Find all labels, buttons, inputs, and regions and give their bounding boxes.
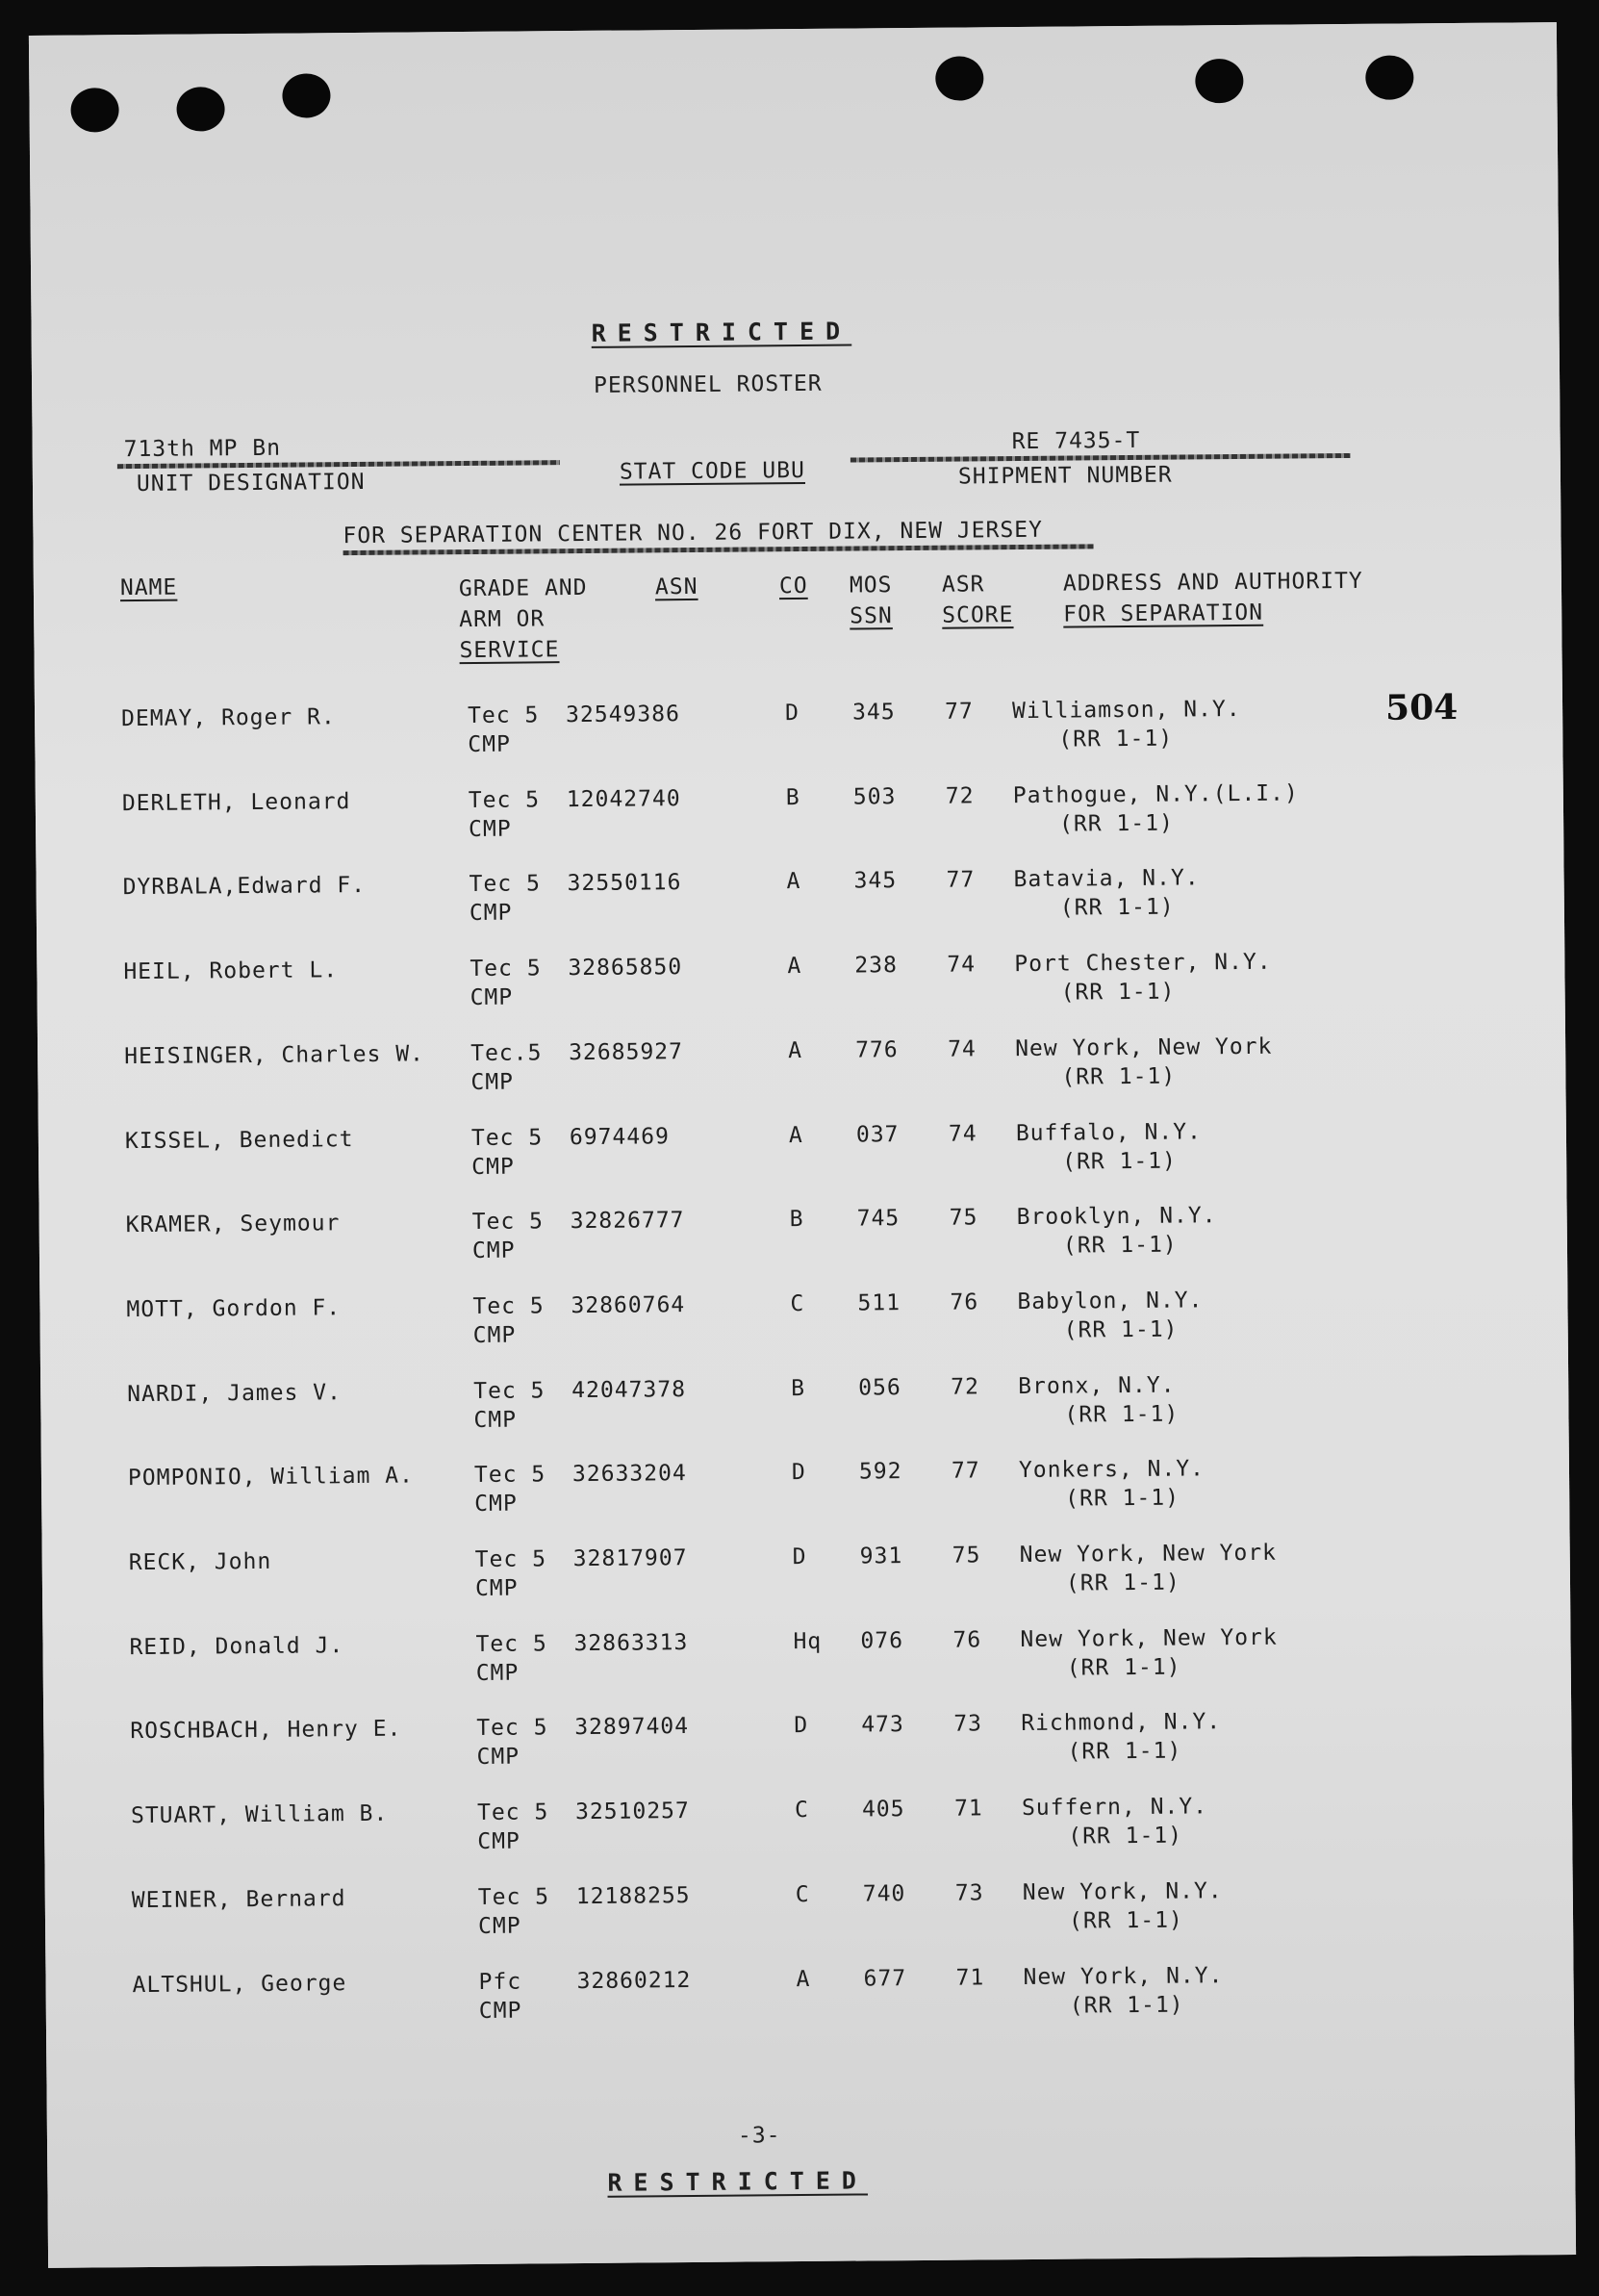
arm-cell: CMP bbox=[472, 1322, 517, 1348]
asr-score-cell: 75 bbox=[952, 1543, 981, 1569]
company-cell: D bbox=[784, 701, 800, 727]
table-row bbox=[36, 778, 1563, 850]
arm-cell: CMP bbox=[473, 1407, 518, 1433]
arm-cell: CMP bbox=[475, 1660, 520, 1686]
page-stamp: 504 bbox=[1384, 687, 1459, 728]
asr-score-cell: 74 bbox=[948, 1036, 977, 1062]
address-cell: Buffalo, N.Y. bbox=[1015, 1118, 1203, 1146]
asn-cell: 32863313 bbox=[573, 1629, 689, 1656]
mos-cell: 238 bbox=[854, 953, 899, 979]
name-cell: DYRBALA,Edward F. bbox=[122, 873, 367, 901]
mos-cell: 592 bbox=[858, 1459, 902, 1485]
shipment-number-label: SHIPMENT NUMBER bbox=[957, 462, 1173, 490]
punch-hole bbox=[282, 73, 330, 117]
name-cell: KISSEL, Benedict bbox=[124, 1126, 354, 1154]
grade-cell: Tec 5 bbox=[470, 956, 542, 982]
grade-cell: Tec 5 bbox=[470, 1124, 544, 1151]
table-row bbox=[37, 947, 1564, 1018]
col-header-grade: SERVICE bbox=[459, 637, 560, 664]
name-cell: KRAMER, Seymour bbox=[125, 1211, 341, 1238]
arm-cell: CMP bbox=[470, 1069, 515, 1095]
restricted-heading: RESTRICTED bbox=[591, 317, 852, 347]
asn-cell: 42047378 bbox=[571, 1376, 687, 1403]
company-cell: C bbox=[795, 1881, 810, 1907]
authority-cell: (RR 1-1) bbox=[1064, 1401, 1180, 1428]
grade-cell: Tec 5 bbox=[475, 1631, 547, 1657]
shipment-number-line bbox=[850, 453, 1351, 463]
stat-code: STAT CODE UBU bbox=[619, 457, 806, 485]
col-header-address: ADDRESS AND AUTHORITY bbox=[1062, 568, 1363, 597]
address-cell: New York, New York bbox=[1020, 1624, 1278, 1652]
col-header-grade: GRADE AND bbox=[458, 574, 588, 602]
authority-cell: (RR 1-1) bbox=[1058, 726, 1174, 753]
company-cell: C bbox=[790, 1290, 805, 1317]
mos-cell: 473 bbox=[861, 1712, 904, 1738]
grade-cell: Tec 5 bbox=[473, 1462, 546, 1489]
company-cell: A bbox=[796, 1966, 811, 1992]
table-row bbox=[37, 862, 1564, 933]
col-header-name: NAME bbox=[119, 574, 178, 601]
arm-cell: CMP bbox=[470, 984, 514, 1011]
table-row bbox=[39, 1285, 1567, 1356]
shipment-number-value: RE 7435-T bbox=[1011, 427, 1141, 455]
document-title: PERSONNEL ROSTER bbox=[593, 370, 823, 398]
asn-cell: 32817907 bbox=[572, 1545, 688, 1572]
address-cell: Suffern, N.Y. bbox=[1021, 1794, 1208, 1822]
company-cell: B bbox=[791, 1375, 806, 1401]
grade-cell: Tec 5 bbox=[476, 1715, 548, 1742]
authority-cell: (RR 1-1) bbox=[1068, 1907, 1183, 1934]
address-cell: Richmond, N.Y. bbox=[1021, 1709, 1222, 1737]
asn-cell: 32550116 bbox=[567, 870, 682, 897]
unit-designation-label: UNIT DESIGNATION bbox=[136, 469, 366, 497]
col-header-asr: ASR bbox=[941, 572, 985, 598]
asn-cell: 32826777 bbox=[570, 1208, 685, 1235]
authority-cell: (RR 1-1) bbox=[1061, 1063, 1177, 1090]
authority-cell: (RR 1-1) bbox=[1062, 1232, 1178, 1259]
name-cell: MOTT, Gordon F. bbox=[126, 1295, 342, 1323]
grade-cell: Tec 5 bbox=[469, 871, 541, 898]
company-cell: B bbox=[789, 1207, 804, 1233]
asr-score-cell: 71 bbox=[953, 1796, 983, 1822]
company-cell: D bbox=[792, 1543, 807, 1570]
address-cell: Bronx, N.Y. bbox=[1018, 1372, 1176, 1399]
authority-cell: (RR 1-1) bbox=[1065, 1569, 1180, 1596]
arm-cell: CMP bbox=[468, 731, 512, 758]
mos-cell: 503 bbox=[852, 783, 897, 810]
page-number: -3- bbox=[737, 2123, 781, 2149]
asr-score-cell: 77 bbox=[946, 867, 976, 894]
table-row bbox=[41, 1453, 1569, 1524]
authority-cell: (RR 1-1) bbox=[1066, 1654, 1181, 1681]
authority-cell: (RR 1-1) bbox=[1060, 979, 1176, 1006]
company-cell: Hq bbox=[793, 1628, 823, 1654]
grade-cell: Tec 5 bbox=[467, 702, 540, 729]
table-row bbox=[42, 1538, 1570, 1609]
document-page bbox=[29, 22, 1576, 2268]
table-row bbox=[42, 1622, 1570, 1694]
address-cell: New York, N.Y. bbox=[1023, 1962, 1224, 1990]
authority-cell: (RR 1-1) bbox=[1068, 1823, 1183, 1850]
mos-cell: 740 bbox=[862, 1880, 906, 1907]
asr-score-cell: 77 bbox=[944, 699, 974, 725]
asr-score-cell: 71 bbox=[955, 1964, 985, 1991]
arm-cell: CMP bbox=[478, 1998, 522, 2024]
asn-cell: 12042740 bbox=[566, 785, 681, 812]
authority-cell: (RR 1-1) bbox=[1067, 1738, 1182, 1766]
address-cell: Brooklyn, N.Y. bbox=[1016, 1203, 1217, 1231]
table-row bbox=[38, 1032, 1565, 1103]
arm-cell: CMP bbox=[474, 1491, 518, 1518]
arm-cell: CMP bbox=[477, 1913, 521, 1939]
arm-cell: CMP bbox=[471, 1154, 515, 1180]
company-cell: A bbox=[787, 954, 802, 980]
table-row bbox=[40, 1369, 1568, 1441]
grade-cell: Tec 5 bbox=[473, 1377, 546, 1404]
name-cell: HEIL, Robert L. bbox=[123, 957, 339, 985]
grade-cell: Tec 5 bbox=[476, 1799, 549, 1826]
address-cell: Williamson, N.Y. bbox=[1011, 697, 1241, 725]
asn-cell: 32510257 bbox=[574, 1799, 690, 1825]
grade-cell: Tec 5 bbox=[471, 1209, 545, 1236]
table-row bbox=[45, 1875, 1573, 1947]
company-cell: D bbox=[794, 1713, 809, 1739]
table-row bbox=[38, 1116, 1566, 1187]
table-row bbox=[35, 694, 1562, 765]
mos-cell: 511 bbox=[857, 1290, 901, 1316]
name-cell: NARDI, James V. bbox=[127, 1379, 343, 1407]
address-cell: Port Chester, N.Y. bbox=[1014, 949, 1272, 978]
name-cell: ALTSHUL, George bbox=[132, 1970, 347, 1998]
name-cell: RECK, John bbox=[128, 1548, 272, 1576]
address-cell: Pathogue, N.Y.(L.I.) bbox=[1012, 780, 1299, 808]
grade-cell: Tec 5 bbox=[474, 1546, 547, 1572]
arm-cell: CMP bbox=[477, 1828, 520, 1855]
grade-cell: Pfc bbox=[478, 1969, 522, 1995]
col-header-asr: SCORE bbox=[942, 602, 1014, 628]
asr-score-cell: 76 bbox=[952, 1627, 982, 1653]
asr-score-cell: 73 bbox=[954, 1880, 984, 1906]
arm-cell: CMP bbox=[469, 816, 512, 842]
asr-score-cell: 72 bbox=[951, 1373, 980, 1400]
asr-score-cell: 77 bbox=[951, 1458, 980, 1484]
address-cell: Yonkers, N.Y. bbox=[1018, 1456, 1206, 1484]
authority-cell: (RR 1-1) bbox=[1069, 1992, 1184, 2019]
authority-cell: (RR 1-1) bbox=[1063, 1316, 1179, 1343]
table-row bbox=[43, 1706, 1571, 1777]
asn-cell: 32865850 bbox=[568, 955, 683, 982]
col-header-co: CO bbox=[778, 573, 808, 600]
punch-hole bbox=[935, 56, 983, 100]
asn-cell: 32897404 bbox=[574, 1714, 690, 1741]
address-cell: Batavia, N.Y. bbox=[1013, 865, 1200, 893]
separation-center: FOR SEPARATION CENTER NO. 26 FORT DIX, NEW JERSEY bbox=[343, 517, 1044, 549]
name-cell: DEMAY, Roger R. bbox=[120, 704, 336, 732]
name-cell: ROSCHBACH, Henry E. bbox=[130, 1717, 402, 1745]
asr-score-cell: 75 bbox=[949, 1205, 978, 1231]
name-cell: WEINER, Bernard bbox=[131, 1885, 346, 1913]
unit-designation-value: 713th MP Bn bbox=[123, 435, 282, 463]
asn-cell: 32685927 bbox=[569, 1038, 684, 1065]
mos-cell: 345 bbox=[851, 700, 896, 726]
grade-cell: Tec 5 bbox=[472, 1293, 545, 1319]
arm-cell: CMP bbox=[476, 1744, 520, 1771]
mos-cell: 776 bbox=[855, 1036, 899, 1063]
authority-cell: (RR 1-1) bbox=[1059, 895, 1175, 922]
address-cell: New York, New York bbox=[1019, 1540, 1278, 1569]
authority-cell: (RR 1-1) bbox=[1062, 1148, 1178, 1175]
company-cell: A bbox=[788, 1037, 803, 1063]
col-header-grade: ARM OR bbox=[459, 606, 546, 633]
name-cell: POMPONIO, William A. bbox=[127, 1463, 415, 1492]
col-header-address: FOR SEPARATION bbox=[1063, 600, 1264, 627]
asr-score-cell: 74 bbox=[947, 952, 977, 978]
name-cell: STUART, William B. bbox=[130, 1800, 389, 1829]
asr-score-cell: 72 bbox=[945, 783, 975, 809]
restricted-footer: RESTRICTED bbox=[607, 2166, 869, 2197]
grade-cell: Tec 5 bbox=[477, 1884, 550, 1910]
table-row bbox=[39, 1200, 1567, 1271]
asn-cell: 32860764 bbox=[571, 1291, 686, 1318]
mos-cell: 345 bbox=[853, 868, 898, 894]
col-header-asn: ASN bbox=[654, 574, 698, 600]
col-header-mos: MOS bbox=[849, 573, 893, 599]
mos-cell: 076 bbox=[860, 1627, 904, 1654]
asn-cell: 12188255 bbox=[575, 1882, 691, 1909]
name-cell: HEISINGER, Charles W. bbox=[124, 1041, 425, 1069]
address-cell: New York, N.Y. bbox=[1022, 1878, 1223, 1905]
authority-cell: (RR 1-1) bbox=[1065, 1485, 1180, 1512]
punch-hole bbox=[176, 87, 224, 131]
mos-cell: 677 bbox=[863, 1965, 907, 1991]
table-row bbox=[44, 1791, 1572, 1862]
grade-cell: Tec.5 bbox=[470, 1040, 543, 1066]
address-cell: New York, New York bbox=[1015, 1033, 1273, 1061]
grade-cell: Tec 5 bbox=[468, 787, 541, 813]
company-cell: A bbox=[786, 869, 801, 895]
company-cell: D bbox=[791, 1460, 806, 1486]
mos-cell: 931 bbox=[859, 1543, 903, 1569]
arm-cell: CMP bbox=[469, 901, 513, 927]
asr-score-cell: 74 bbox=[948, 1120, 977, 1147]
arm-cell: CMP bbox=[471, 1237, 516, 1264]
mos-cell: 037 bbox=[855, 1121, 900, 1148]
mos-cell: 405 bbox=[861, 1797, 905, 1823]
authority-cell: (RR 1-1) bbox=[1058, 810, 1174, 837]
name-cell: REID, Donald J. bbox=[129, 1632, 344, 1660]
punch-hole bbox=[1365, 55, 1413, 99]
mos-cell: 056 bbox=[858, 1374, 901, 1401]
asn-cell: 32549386 bbox=[565, 702, 680, 728]
punch-hole bbox=[1195, 59, 1243, 103]
col-header-mos: SSN bbox=[850, 603, 893, 629]
company-cell: C bbox=[794, 1798, 810, 1824]
name-cell: DERLETH, Leonard bbox=[121, 788, 351, 816]
company-cell: A bbox=[788, 1122, 803, 1148]
asn-cell: 32633204 bbox=[571, 1461, 687, 1488]
asn-cell: 6974469 bbox=[569, 1123, 670, 1150]
asn-cell: 32860212 bbox=[576, 1967, 692, 1994]
mos-cell: 745 bbox=[856, 1206, 901, 1232]
asr-score-cell: 76 bbox=[950, 1289, 979, 1315]
punch-hole bbox=[70, 88, 118, 132]
asr-score-cell: 73 bbox=[953, 1711, 983, 1738]
company-cell: B bbox=[785, 784, 800, 810]
address-cell: Babylon, N.Y. bbox=[1017, 1288, 1204, 1314]
arm-cell: CMP bbox=[474, 1575, 519, 1601]
table-row bbox=[45, 1960, 1573, 2031]
